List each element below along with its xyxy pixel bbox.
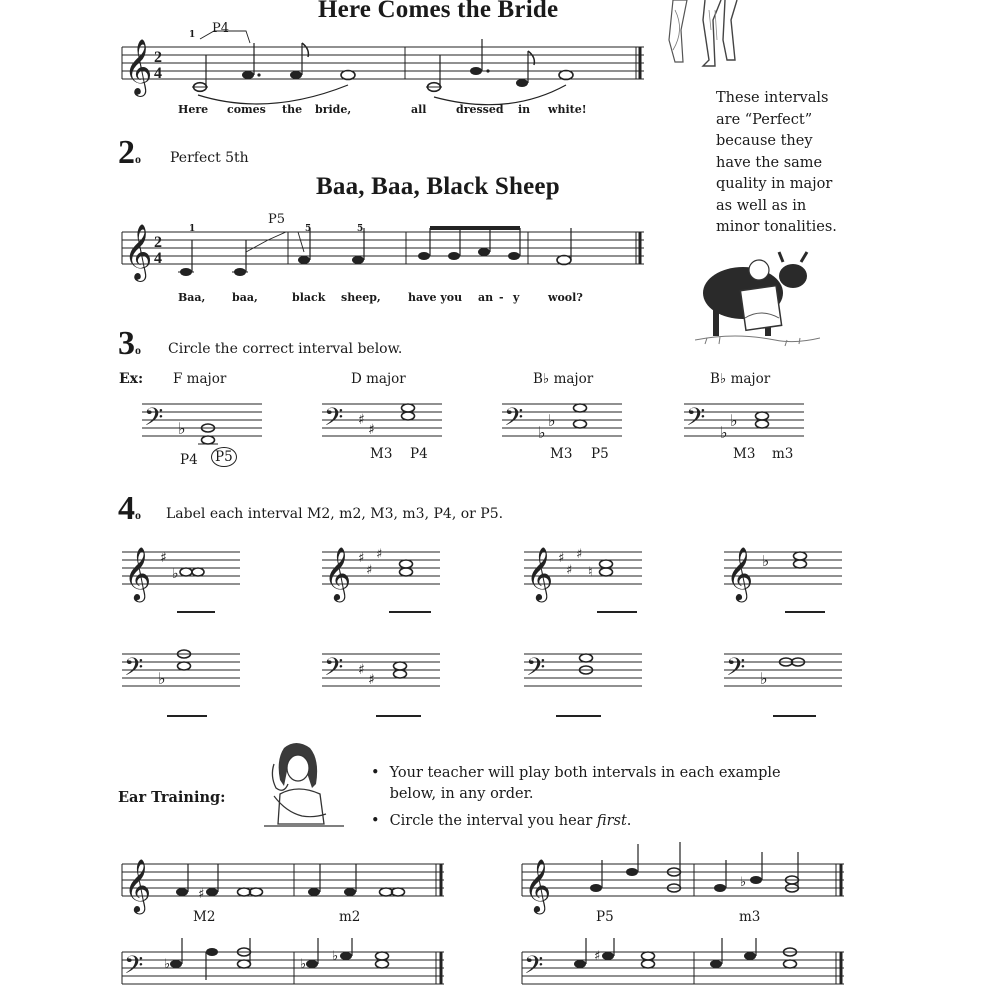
- answer-blank[interactable]: [597, 611, 637, 613]
- example-label: Ex:: [119, 371, 144, 387]
- svg-text:♯: ♯: [358, 412, 365, 428]
- ear-treble-1: [120, 852, 450, 910]
- svg-text:♯: ♯: [366, 563, 373, 578]
- svg-text:♯: ♯: [368, 422, 375, 438]
- song1-lyric: white!: [548, 103, 587, 116]
- song2-lyric: an: [478, 291, 494, 304]
- bride-illustration: [665, 0, 745, 72]
- sec4-treble-4: [722, 542, 844, 598]
- svg-text:𝄞: 𝄞: [526, 546, 554, 600]
- svg-text:♯: ♯: [558, 551, 565, 566]
- song2-staff: [118, 222, 648, 292]
- answer-option[interactable]: M3: [550, 446, 573, 462]
- ear-treble-2: [520, 832, 850, 910]
- svg-text:♭: ♭: [730, 411, 738, 430]
- song1-staff: [118, 25, 648, 110]
- sec3-staff-4: [682, 398, 807, 448]
- sec4-bass-2: [320, 648, 442, 694]
- svg-text:𝄢: 𝄢: [504, 403, 524, 438]
- sec3-staff-2: [320, 398, 445, 448]
- song1-title: Here Comes the Bride: [318, 0, 559, 23]
- svg-text:♭: ♭: [164, 957, 171, 972]
- sec3-staff-3: [500, 398, 625, 448]
- answer-blank[interactable]: [785, 611, 825, 613]
- svg-text:♭: ♭: [158, 669, 166, 688]
- song2-interval-label: P5: [268, 212, 286, 227]
- svg-text:♯: ♯: [358, 662, 365, 678]
- ear-option[interactable]: m3: [739, 909, 761, 925]
- song2-lyric: Baa,: [178, 291, 206, 304]
- svg-text:♭: ♭: [720, 423, 728, 442]
- answer-option[interactable]: P5: [591, 446, 609, 462]
- sec4-treble-1: [120, 542, 242, 598]
- svg-text:♭: ♭: [538, 423, 546, 442]
- answer-option[interactable]: M3: [370, 446, 393, 462]
- svg-text:♭: ♭: [300, 957, 307, 972]
- sec3-staff-1: [140, 398, 265, 448]
- svg-text:𝄞: 𝄞: [124, 224, 153, 280]
- svg-text:♯: ♯: [160, 550, 167, 566]
- key-label: B♭ major: [533, 371, 594, 387]
- ear-instruction-2: • Circle the interval you hear first.: [371, 813, 632, 829]
- svg-text:4: 4: [154, 250, 162, 267]
- key-label: B♭ major: [710, 371, 771, 387]
- answer-blank[interactable]: [177, 611, 215, 613]
- song2-finger: 5: [357, 224, 364, 234]
- svg-text:𝄢: 𝄢: [324, 403, 344, 438]
- svg-text:𝄞: 𝄞: [726, 546, 754, 600]
- svg-text:♯: ♯: [376, 547, 383, 562]
- song2-finger: 1: [189, 224, 196, 234]
- song1-lyric: bride,: [315, 103, 352, 116]
- song2-lyric: -: [499, 291, 504, 304]
- svg-text:♭: ♭: [548, 411, 556, 430]
- song2-lyric: baa,: [232, 291, 258, 304]
- sheep-illustration: [695, 248, 820, 348]
- svg-text:♯: ♯: [576, 547, 583, 562]
- song2-lyric: black: [292, 291, 326, 304]
- song2-lyric: y: [513, 291, 520, 304]
- song1-time-top: 2: [154, 49, 162, 66]
- svg-text:𝄢: 𝄢: [726, 653, 746, 688]
- section-4-number: 4o: [118, 490, 141, 527]
- svg-text:𝄢: 𝄢: [124, 653, 144, 688]
- answer-blank[interactable]: [167, 715, 207, 717]
- sec4-treble-3: [522, 542, 644, 598]
- answer-blank[interactable]: [389, 611, 431, 613]
- svg-text:𝄢: 𝄢: [526, 653, 546, 688]
- answer-option[interactable]: M3: [733, 446, 756, 462]
- sec4-treble-2: [320, 542, 442, 598]
- section-3-instruction: Circle the correct interval below.: [168, 341, 403, 357]
- svg-text:𝄢: 𝄢: [524, 951, 544, 986]
- svg-text:♯: ♯: [566, 563, 573, 578]
- answer-option[interactable]: P4: [410, 446, 428, 462]
- svg-text:𝄞: 𝄞: [124, 546, 152, 600]
- svg-text:♮: ♮: [588, 565, 593, 580]
- svg-text:♯: ♯: [594, 949, 601, 964]
- ear-option[interactable]: m2: [339, 909, 361, 925]
- svg-text:𝄞: 𝄞: [524, 858, 552, 912]
- section-2-number: 2o: [118, 134, 141, 171]
- sec4-bass-3: [522, 648, 644, 694]
- perfect-intervals-note: These intervals are “Perfect” because they have the same quality in major as well as in minor tonalities.: [716, 90, 837, 235]
- song1-lyric: comes: [227, 103, 266, 116]
- song2-finger: 5: [305, 224, 312, 234]
- svg-text:𝄢: 𝄢: [686, 403, 706, 438]
- song1-interval-label: P4: [212, 21, 230, 36]
- svg-text:♭: ♭: [178, 419, 186, 438]
- svg-text:♭: ♭: [172, 566, 179, 582]
- answer-blank[interactable]: [556, 715, 601, 717]
- section-2-label: Perfect 5th: [170, 150, 249, 166]
- key-label: D major: [351, 371, 406, 387]
- ear-bass-2: [520, 938, 850, 999]
- svg-text:𝄢: 𝄢: [144, 403, 164, 438]
- svg-text:♭: ♭: [332, 949, 339, 964]
- ear-instruction-1: • Your teacher will play both intervals in each example below, in any order.: [371, 765, 781, 802]
- svg-text:𝄞: 𝄞: [124, 39, 153, 95]
- answer-blank[interactable]: [773, 715, 816, 717]
- svg-text:♭: ♭: [760, 669, 768, 688]
- song1-lyric: dressed: [456, 103, 504, 116]
- song2-title: Baa, Baa, Black Sheep: [316, 173, 560, 200]
- svg-text:𝄞: 𝄞: [124, 858, 152, 912]
- section-4-instruction: Label each interval M2, m2, M3, m3, P4, or P5.: [166, 506, 504, 522]
- sec4-bass-1: [120, 648, 242, 694]
- svg-text:♭: ♭: [740, 875, 747, 890]
- svg-text:𝄞: 𝄞: [324, 546, 352, 600]
- svg-text:2: 2: [154, 234, 162, 251]
- svg-text:♭: ♭: [762, 552, 770, 570]
- song1-finger: 1: [189, 30, 196, 40]
- song1-lyric: the: [282, 103, 303, 116]
- song1-lyric: in: [518, 103, 531, 116]
- song1-time-bottom: 4: [154, 65, 162, 82]
- svg-text:𝄢: 𝄢: [324, 653, 344, 688]
- ear-bass-1: [120, 938, 450, 999]
- key-label: F major: [173, 371, 227, 387]
- song2-lyric: wool?: [548, 291, 583, 304]
- song2-lyric: have you: [408, 291, 463, 304]
- svg-text:♯: ♯: [368, 672, 375, 688]
- song2-lyric: sheep,: [341, 291, 381, 304]
- svg-text:♯: ♯: [198, 887, 205, 902]
- sec4-bass-4: [722, 648, 844, 694]
- ear-option[interactable]: P5: [596, 909, 614, 925]
- song1-lyric: all: [411, 103, 427, 116]
- svg-text:𝄢: 𝄢: [124, 951, 144, 986]
- ear-training-label: Ear Training:: [118, 789, 226, 806]
- answer-option[interactable]: P4: [180, 452, 198, 468]
- svg-text:♯: ♯: [358, 551, 365, 566]
- answer-option-circled[interactable]: P5: [211, 447, 237, 467]
- girl-listening-illustration: [258, 740, 350, 832]
- song1-lyric: Here: [178, 103, 209, 116]
- answer-blank[interactable]: [376, 715, 421, 717]
- ear-option[interactable]: M2: [193, 909, 216, 925]
- answer-option[interactable]: m3: [772, 446, 794, 462]
- section-3-number: 3o: [118, 325, 141, 362]
